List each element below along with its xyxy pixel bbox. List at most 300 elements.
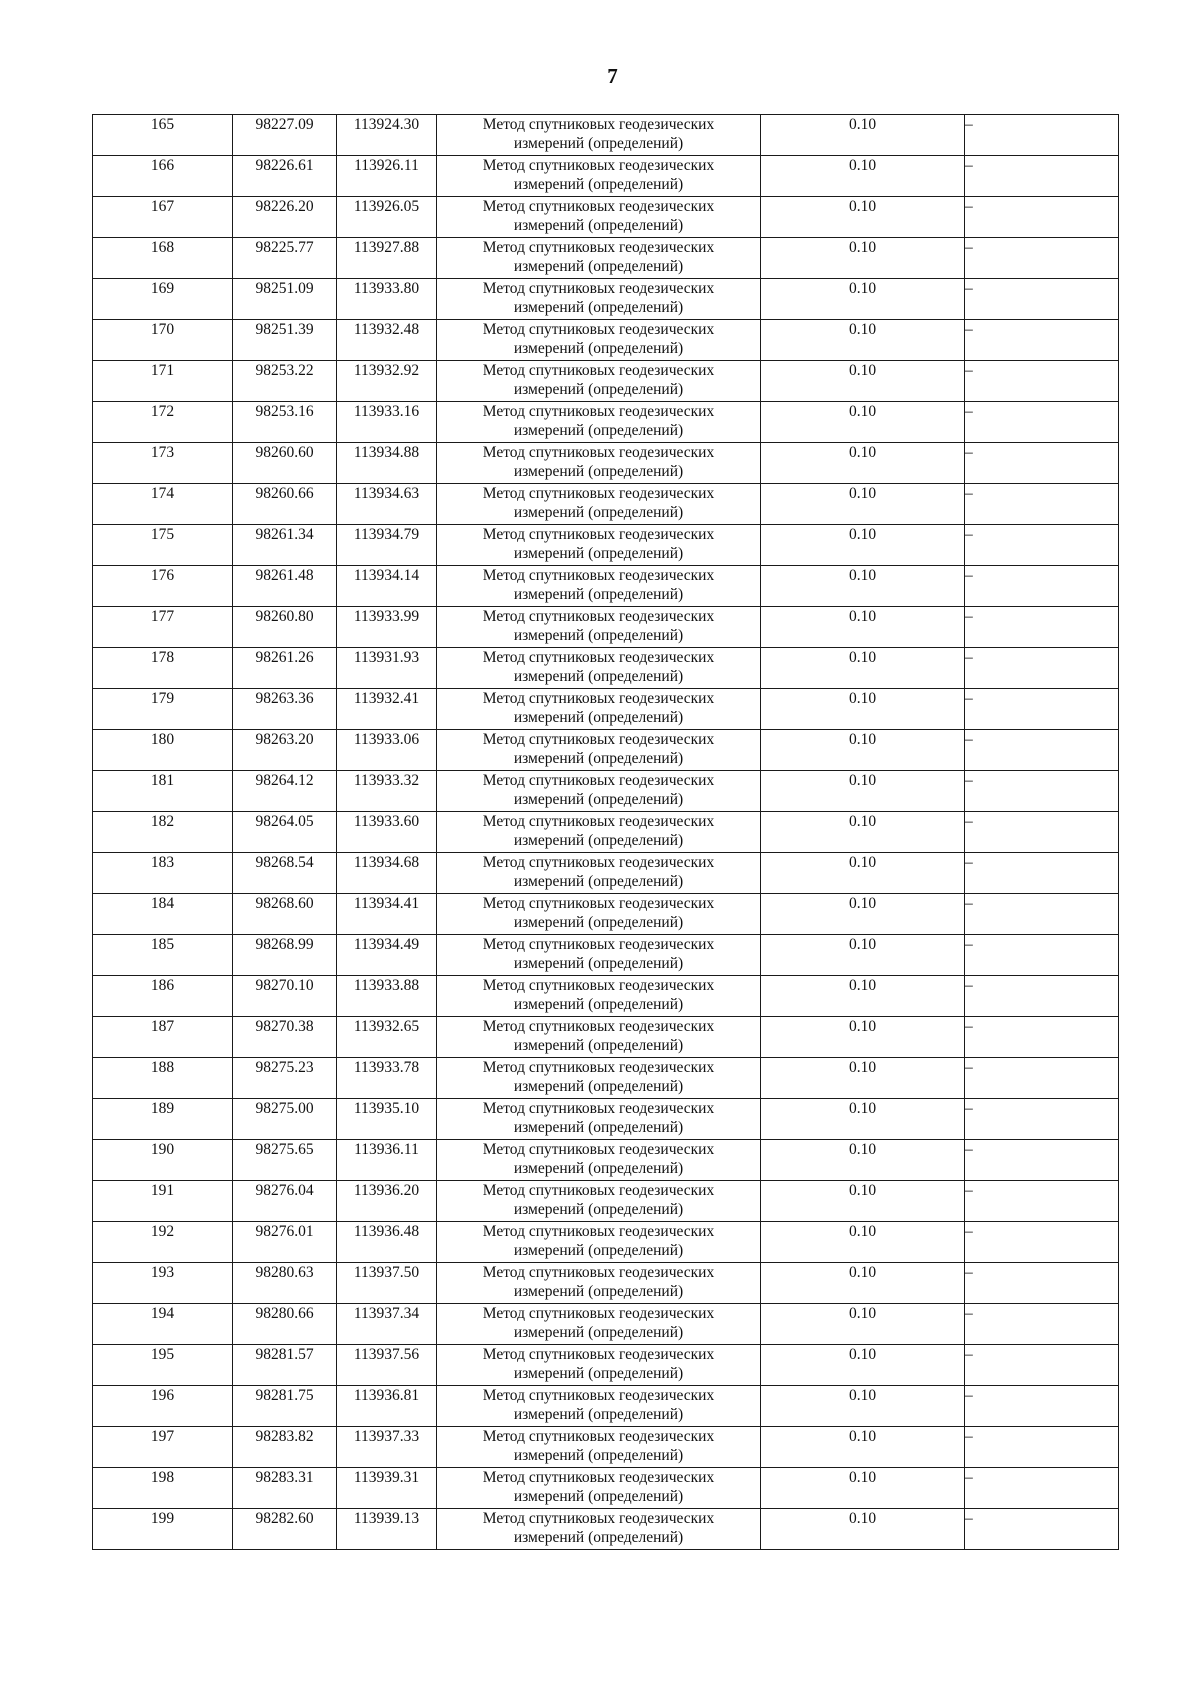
method-line-1: Метод спутниковых геодезических	[482, 731, 715, 748]
note-cell: –	[965, 1140, 1119, 1181]
point-number-cell: 174	[93, 484, 233, 525]
method-cell	[437, 238, 761, 279]
method-line-1: Метод спутниковых геодезических	[482, 1264, 715, 1281]
table-row	[93, 771, 1119, 812]
point-number-cell: 189	[93, 1099, 233, 1140]
accuracy-cell: 0.10	[761, 648, 965, 689]
x-coordinate-cell: 98260.80	[233, 607, 337, 648]
accuracy-cell: 0.10	[761, 976, 965, 1017]
note-cell: –	[965, 1181, 1119, 1222]
y-coordinate-cell: 113934.79	[337, 525, 437, 566]
method-line-2: измерений (определений)	[513, 1529, 684, 1546]
note-cell: –	[965, 1099, 1119, 1140]
method-cell	[437, 853, 761, 894]
method-line-1: Метод спутниковых геодезических	[482, 813, 715, 830]
method-line-2: измерений (определений)	[513, 1242, 684, 1259]
method-cell	[437, 1304, 761, 1345]
accuracy-cell: 0.10	[761, 1017, 965, 1058]
y-coordinate-cell: 113934.68	[337, 853, 437, 894]
point-number-cell: 193	[93, 1263, 233, 1304]
y-coordinate-cell: 113933.78	[337, 1058, 437, 1099]
method-line-1: Метод спутниковых геодезических	[482, 1182, 715, 1199]
note-cell: –	[965, 484, 1119, 525]
note-cell: –	[965, 115, 1119, 156]
note-cell: –	[965, 1017, 1119, 1058]
table-row	[93, 812, 1119, 853]
note-cell: –	[965, 1386, 1119, 1427]
method-line-1: Метод спутниковых геодезических	[482, 936, 715, 953]
table-row	[93, 566, 1119, 607]
method-line-1: Метод спутниковых геодезических	[482, 977, 715, 994]
y-coordinate-cell: 113933.99	[337, 607, 437, 648]
method-cell	[437, 1181, 761, 1222]
accuracy-cell: 0.10	[761, 115, 965, 156]
method-cell	[437, 771, 761, 812]
table-row	[93, 607, 1119, 648]
table-row	[93, 525, 1119, 566]
point-number-cell: 181	[93, 771, 233, 812]
x-coordinate-cell: 98282.60	[233, 1509, 337, 1550]
accuracy-cell: 0.10	[761, 771, 965, 812]
method-cell	[437, 443, 761, 484]
note-cell: –	[965, 197, 1119, 238]
table-row	[93, 279, 1119, 320]
method-line-2: измерений (определений)	[513, 1365, 684, 1382]
table-row	[93, 115, 1119, 156]
method-line-2: измерений (определений)	[513, 504, 684, 521]
note-cell: –	[965, 730, 1119, 771]
table-row	[93, 320, 1119, 361]
y-coordinate-cell: 113926.05	[337, 197, 437, 238]
method-line-2: измерений (определений)	[513, 955, 684, 972]
method-line-1: Метод спутниковых геодезических	[482, 239, 715, 256]
accuracy-cell: 0.10	[761, 402, 965, 443]
method-line-2: измерений (определений)	[513, 422, 684, 439]
x-coordinate-cell: 98264.05	[233, 812, 337, 853]
point-number-cell: 166	[93, 156, 233, 197]
x-coordinate-cell: 98260.66	[233, 484, 337, 525]
method-cell	[437, 1099, 761, 1140]
method-cell	[437, 689, 761, 730]
method-line-1: Метод спутниковых геодезических	[482, 198, 715, 215]
accuracy-cell: 0.10	[761, 443, 965, 484]
y-coordinate-cell: 113935.10	[337, 1099, 437, 1140]
method-cell	[437, 484, 761, 525]
y-coordinate-cell: 113932.65	[337, 1017, 437, 1058]
method-line-1: Метод спутниковых геодезических	[482, 1510, 715, 1527]
y-coordinate-cell: 113933.88	[337, 976, 437, 1017]
method-line-1: Метод спутниковых геодезических	[482, 321, 715, 338]
method-line-2: измерений (определений)	[513, 1119, 684, 1136]
y-coordinate-cell: 113937.33	[337, 1427, 437, 1468]
table-row	[93, 648, 1119, 689]
method-cell	[437, 1263, 761, 1304]
method-cell	[437, 156, 761, 197]
method-line-2: измерений (определений)	[513, 791, 684, 808]
point-number-cell: 190	[93, 1140, 233, 1181]
table-row	[93, 894, 1119, 935]
accuracy-cell: 0.10	[761, 484, 965, 525]
x-coordinate-cell: 98260.60	[233, 443, 337, 484]
note-cell: –	[965, 361, 1119, 402]
table-row	[93, 402, 1119, 443]
y-coordinate-cell: 113934.88	[337, 443, 437, 484]
method-line-2: измерений (определений)	[513, 873, 684, 890]
point-number-cell: 168	[93, 238, 233, 279]
method-line-2: измерений (определений)	[513, 1160, 684, 1177]
y-coordinate-cell: 113934.63	[337, 484, 437, 525]
y-coordinate-cell: 113933.60	[337, 812, 437, 853]
note-cell: –	[965, 607, 1119, 648]
x-coordinate-cell: 98283.82	[233, 1427, 337, 1468]
table-row	[93, 1017, 1119, 1058]
method-line-2: измерений (определений)	[513, 832, 684, 849]
accuracy-cell: 0.10	[761, 607, 965, 648]
point-number-cell: 172	[93, 402, 233, 443]
method-line-2: измерений (определений)	[513, 1201, 684, 1218]
accuracy-cell: 0.10	[761, 1140, 965, 1181]
accuracy-cell: 0.10	[761, 853, 965, 894]
method-line-1: Метод спутниковых геодезических	[482, 608, 715, 625]
accuracy-cell: 0.10	[761, 197, 965, 238]
table-row	[93, 484, 1119, 525]
note-cell: –	[965, 402, 1119, 443]
point-number-cell: 182	[93, 812, 233, 853]
method-line-1: Метод спутниковых геодезических	[482, 1141, 715, 1158]
method-cell	[437, 1017, 761, 1058]
method-line-1: Метод спутниковых геодезических	[482, 157, 715, 174]
accuracy-cell: 0.10	[761, 894, 965, 935]
x-coordinate-cell: 98281.57	[233, 1345, 337, 1386]
method-cell	[437, 361, 761, 402]
method-line-1: Метод спутниковых геодезических	[482, 362, 715, 379]
x-coordinate-cell: 98263.20	[233, 730, 337, 771]
table-row	[93, 935, 1119, 976]
method-cell	[437, 1222, 761, 1263]
method-line-2: измерений (определений)	[513, 1488, 684, 1505]
accuracy-cell: 0.10	[761, 320, 965, 361]
accuracy-cell: 0.10	[761, 1345, 965, 1386]
method-line-1: Метод спутниковых геодезических	[482, 444, 715, 461]
y-coordinate-cell: 113936.11	[337, 1140, 437, 1181]
method-line-1: Метод спутниковых геодезических	[482, 772, 715, 789]
method-line-2: измерений (определений)	[513, 996, 684, 1013]
x-coordinate-cell: 98226.20	[233, 197, 337, 238]
method-cell	[437, 894, 761, 935]
y-coordinate-cell: 113934.41	[337, 894, 437, 935]
note-cell: –	[965, 320, 1119, 361]
point-number-cell: 173	[93, 443, 233, 484]
point-number-cell: 183	[93, 853, 233, 894]
y-coordinate-cell: 113937.50	[337, 1263, 437, 1304]
accuracy-cell: 0.10	[761, 1181, 965, 1222]
method-line-2: измерений (определений)	[513, 545, 684, 562]
y-coordinate-cell: 113934.49	[337, 935, 437, 976]
note-cell: –	[965, 156, 1119, 197]
note-cell: –	[965, 279, 1119, 320]
method-line-1: Метод спутниковых геодезических	[482, 1469, 715, 1486]
method-cell	[437, 1509, 761, 1550]
method-cell	[437, 525, 761, 566]
accuracy-cell: 0.10	[761, 1222, 965, 1263]
note-cell: –	[965, 853, 1119, 894]
point-number-cell: 185	[93, 935, 233, 976]
x-coordinate-cell: 98261.48	[233, 566, 337, 607]
method-line-1: Метод спутниковых геодезических	[482, 1223, 715, 1240]
method-cell	[437, 607, 761, 648]
point-number-cell: 196	[93, 1386, 233, 1427]
accuracy-cell: 0.10	[761, 1509, 965, 1550]
y-coordinate-cell: 113934.14	[337, 566, 437, 607]
accuracy-cell: 0.10	[761, 525, 965, 566]
point-number-cell: 177	[93, 607, 233, 648]
method-cell	[437, 976, 761, 1017]
note-cell: –	[965, 1263, 1119, 1304]
x-coordinate-cell: 98268.99	[233, 935, 337, 976]
accuracy-cell: 0.10	[761, 361, 965, 402]
method-line-2: измерений (определений)	[513, 1078, 684, 1095]
method-line-1: Метод спутниковых геодезических	[482, 1428, 715, 1445]
accuracy-cell: 0.10	[761, 1263, 965, 1304]
note-cell: –	[965, 648, 1119, 689]
table-row	[93, 1140, 1119, 1181]
point-number-cell: 191	[93, 1181, 233, 1222]
method-line-2: измерений (определений)	[513, 1447, 684, 1464]
y-coordinate-cell: 113939.13	[337, 1509, 437, 1550]
x-coordinate-cell: 98268.60	[233, 894, 337, 935]
method-line-2: измерений (определений)	[513, 217, 684, 234]
x-coordinate-cell: 98270.10	[233, 976, 337, 1017]
method-line-2: измерений (определений)	[513, 709, 684, 726]
y-coordinate-cell: 113937.34	[337, 1304, 437, 1345]
method-line-1: Метод спутниковых геодезических	[482, 1387, 715, 1404]
accuracy-cell: 0.10	[761, 812, 965, 853]
note-cell: –	[965, 443, 1119, 484]
point-number-cell: 180	[93, 730, 233, 771]
method-line-1: Метод спутниковых геодезических	[482, 895, 715, 912]
method-cell	[437, 1468, 761, 1509]
method-line-2: измерений (определений)	[513, 1283, 684, 1300]
y-coordinate-cell: 113937.56	[337, 1345, 437, 1386]
x-coordinate-cell: 98225.77	[233, 238, 337, 279]
table-row	[93, 1509, 1119, 1550]
point-number-cell: 194	[93, 1304, 233, 1345]
coordinates-table	[92, 114, 1119, 1550]
point-number-cell: 199	[93, 1509, 233, 1550]
method-line-1: Метод спутниковых геодезических	[482, 690, 715, 707]
x-coordinate-cell: 98263.36	[233, 689, 337, 730]
method-line-1: Метод спутниковых геодезических	[482, 1305, 715, 1322]
method-cell	[437, 935, 761, 976]
accuracy-cell: 0.10	[761, 1058, 965, 1099]
table-row	[93, 689, 1119, 730]
method-cell	[437, 1386, 761, 1427]
y-coordinate-cell: 113936.48	[337, 1222, 437, 1263]
method-cell	[437, 1058, 761, 1099]
note-cell: –	[965, 1345, 1119, 1386]
method-line-2: измерений (определений)	[513, 914, 684, 931]
point-number-cell: 198	[93, 1468, 233, 1509]
note-cell: –	[965, 935, 1119, 976]
table-row	[93, 1468, 1119, 1509]
method-cell	[437, 197, 761, 238]
x-coordinate-cell: 98276.04	[233, 1181, 337, 1222]
method-line-2: измерений (определений)	[513, 135, 684, 152]
table-row	[93, 238, 1119, 279]
point-number-cell: 178	[93, 648, 233, 689]
page-number: 7	[607, 64, 618, 88]
method-line-1: Метод спутниковых геодезических	[482, 649, 715, 666]
accuracy-cell: 0.10	[761, 238, 965, 279]
x-coordinate-cell: 98280.66	[233, 1304, 337, 1345]
accuracy-cell: 0.10	[761, 156, 965, 197]
y-coordinate-cell: 113933.32	[337, 771, 437, 812]
table-row	[93, 1263, 1119, 1304]
table-row	[93, 1345, 1119, 1386]
method-line-1: Метод спутниковых геодезических	[482, 116, 715, 133]
x-coordinate-cell: 98253.22	[233, 361, 337, 402]
x-coordinate-cell: 98251.39	[233, 320, 337, 361]
method-line-2: измерений (определений)	[513, 668, 684, 685]
method-line-2: измерений (определений)	[513, 627, 684, 644]
point-number-cell: 195	[93, 1345, 233, 1386]
x-coordinate-cell: 98251.09	[233, 279, 337, 320]
method-line-2: измерений (определений)	[513, 586, 684, 603]
accuracy-cell: 0.10	[761, 1427, 965, 1468]
note-cell: –	[965, 1468, 1119, 1509]
method-cell	[437, 1140, 761, 1181]
table-row	[93, 156, 1119, 197]
method-line-2: измерений (определений)	[513, 258, 684, 275]
accuracy-cell: 0.10	[761, 1099, 965, 1140]
method-line-1: Метод спутниковых геодезических	[482, 1346, 715, 1363]
method-line-1: Метод спутниковых геодезических	[482, 485, 715, 502]
method-cell	[437, 1427, 761, 1468]
table-row	[93, 730, 1119, 771]
x-coordinate-cell: 98253.16	[233, 402, 337, 443]
method-line-1: Метод спутниковых геодезических	[482, 1018, 715, 1035]
x-coordinate-cell: 98261.34	[233, 525, 337, 566]
note-cell: –	[965, 812, 1119, 853]
method-cell	[437, 402, 761, 443]
note-cell: –	[965, 771, 1119, 812]
method-line-1: Метод спутниковых геодезических	[482, 403, 715, 420]
note-cell: –	[965, 689, 1119, 730]
note-cell: –	[965, 1222, 1119, 1263]
accuracy-cell: 0.10	[761, 566, 965, 607]
point-number-cell: 165	[93, 115, 233, 156]
method-cell	[437, 566, 761, 607]
point-number-cell: 186	[93, 976, 233, 1017]
table-row	[93, 1304, 1119, 1345]
table-row	[93, 197, 1119, 238]
note-cell: –	[965, 1058, 1119, 1099]
accuracy-cell: 0.10	[761, 730, 965, 771]
method-cell	[437, 812, 761, 853]
y-coordinate-cell: 113933.16	[337, 402, 437, 443]
accuracy-cell: 0.10	[761, 279, 965, 320]
note-cell: –	[965, 976, 1119, 1017]
accuracy-cell: 0.10	[761, 935, 965, 976]
note-cell: –	[965, 1304, 1119, 1345]
y-coordinate-cell: 113931.93	[337, 648, 437, 689]
point-number-cell: 187	[93, 1017, 233, 1058]
note-cell: –	[965, 894, 1119, 935]
method-cell	[437, 279, 761, 320]
y-coordinate-cell: 113924.30	[337, 115, 437, 156]
x-coordinate-cell: 98275.23	[233, 1058, 337, 1099]
point-number-cell: 179	[93, 689, 233, 730]
x-coordinate-cell: 98276.01	[233, 1222, 337, 1263]
point-number-cell: 171	[93, 361, 233, 402]
y-coordinate-cell: 113927.88	[337, 238, 437, 279]
accuracy-cell: 0.10	[761, 1304, 965, 1345]
y-coordinate-cell: 113932.92	[337, 361, 437, 402]
table-row	[93, 361, 1119, 402]
point-number-cell: 169	[93, 279, 233, 320]
x-coordinate-cell: 98275.00	[233, 1099, 337, 1140]
note-cell: –	[965, 566, 1119, 607]
accuracy-cell: 0.10	[761, 1386, 965, 1427]
method-cell	[437, 648, 761, 689]
point-number-cell: 184	[93, 894, 233, 935]
method-line-1: Метод спутниковых геодезических	[482, 567, 715, 584]
method-line-1: Метод спутниковых геодезических	[482, 1100, 715, 1117]
point-number-cell: 176	[93, 566, 233, 607]
table-row	[93, 976, 1119, 1017]
table-row	[93, 1058, 1119, 1099]
table-body	[93, 115, 1119, 1550]
note-cell: –	[965, 1427, 1119, 1468]
table-row	[93, 1099, 1119, 1140]
x-coordinate-cell: 98268.54	[233, 853, 337, 894]
y-coordinate-cell: 113939.31	[337, 1468, 437, 1509]
accuracy-cell: 0.10	[761, 1468, 965, 1509]
method-cell	[437, 730, 761, 771]
y-coordinate-cell: 113933.80	[337, 279, 437, 320]
y-coordinate-cell: 113932.48	[337, 320, 437, 361]
y-coordinate-cell: 113926.11	[337, 156, 437, 197]
table-row	[93, 443, 1119, 484]
method-line-1: Метод спутниковых геодезических	[482, 280, 715, 297]
method-line-2: измерений (определений)	[513, 1406, 684, 1423]
method-line-2: измерений (определений)	[513, 381, 684, 398]
table-row	[93, 853, 1119, 894]
accuracy-cell: 0.10	[761, 689, 965, 730]
point-number-cell: 175	[93, 525, 233, 566]
x-coordinate-cell: 98281.75	[233, 1386, 337, 1427]
table-row	[93, 1386, 1119, 1427]
y-coordinate-cell: 113936.20	[337, 1181, 437, 1222]
x-coordinate-cell: 98283.31	[233, 1468, 337, 1509]
x-coordinate-cell: 98227.09	[233, 115, 337, 156]
method-line-1: Метод спутниковых геодезических	[482, 526, 715, 543]
method-line-1: Метод спутниковых геодезических	[482, 854, 715, 871]
method-cell	[437, 115, 761, 156]
x-coordinate-cell: 98261.26	[233, 648, 337, 689]
method-line-2: измерений (определений)	[513, 340, 684, 357]
point-number-cell: 192	[93, 1222, 233, 1263]
x-coordinate-cell: 98264.12	[233, 771, 337, 812]
point-number-cell: 167	[93, 197, 233, 238]
x-coordinate-cell: 98280.63	[233, 1263, 337, 1304]
point-number-cell: 197	[93, 1427, 233, 1468]
method-cell	[437, 1345, 761, 1386]
y-coordinate-cell: 113932.41	[337, 689, 437, 730]
x-coordinate-cell: 98226.61	[233, 156, 337, 197]
method-cell	[437, 320, 761, 361]
point-number-cell: 188	[93, 1058, 233, 1099]
